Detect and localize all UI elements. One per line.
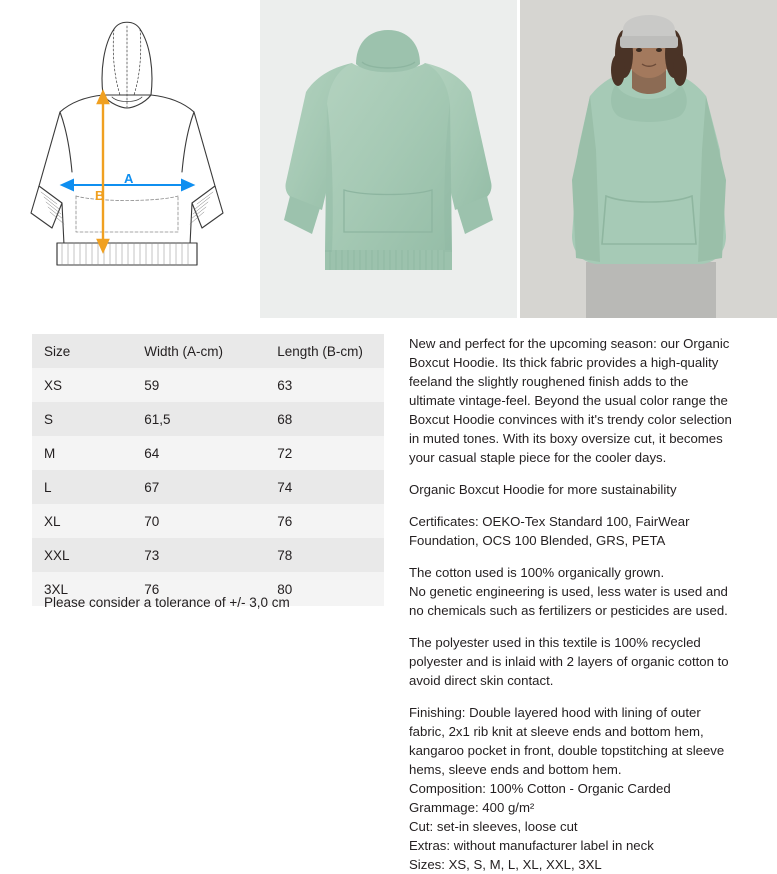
model-photo-panel <box>520 0 777 318</box>
cell-width: 59 <box>144 377 160 393</box>
cell-length: 80 <box>277 581 293 597</box>
technical-drawing <box>0 0 257 318</box>
cell-width: 67 <box>144 479 160 495</box>
length-dimension-label: B <box>95 188 105 203</box>
hoodie-line-art-icon <box>0 0 257 318</box>
cell-width: 73 <box>144 547 160 563</box>
size-chart-table <box>32 334 384 606</box>
cell-size: XXL <box>44 547 70 563</box>
cell-size: XL <box>44 513 61 529</box>
column-header-length: Length (B-cm) <box>277 343 363 359</box>
cell-size: L <box>44 479 52 495</box>
description-cut: Cut: set-in sleeves, loose cut <box>409 819 578 834</box>
description-grammage: Grammage: 400 g/m² <box>409 800 535 815</box>
description-cotton-line-2: No genetic engineering is used, less water is used and no chemicals such as fertilizers or pesticides are used. <box>409 584 728 618</box>
width-dimension-label: A <box>124 171 134 186</box>
cell-size: 3XL <box>44 581 69 597</box>
description-composition: Composition: 100% Cotton - Organic Carded <box>409 781 671 796</box>
table-row <box>32 470 384 504</box>
description-certificates: Certificates: OEKO-Tex Standard 100, FairWear Foundation, OCS 100 Blended, GRS, PETA <box>409 514 690 548</box>
description-finishing: Finishing: Double layered hood with lining of outer fabric, 2x1 rib knit at sleeve ends and bottom hem, kangaroo pocket in front, double topstitching at sleeve hems, sleeve ends and bottom hem. <box>409 705 725 777</box>
description-sizes: Sizes: XS, S, M, L, XL, XXL, 3XL <box>409 857 602 872</box>
table-row <box>32 538 384 572</box>
cell-length: 76 <box>277 513 293 529</box>
description-intro: New and perfect for the upcoming season: our Organic Boxcut Hoodie. Its thick fabric provides a high-quality feeland the slightly roughened finish adds to the ultimate vintage-feel. Beyond the usual color range the Boxcut Hoodie convinces with it's trendy color selection in muted tones. With its boxy oversize cut, it becomes your casual staple piece for the cooler days. <box>409 336 732 465</box>
cell-width: 64 <box>144 445 160 461</box>
description-sustainability: Organic Boxcut Hoodie for more sustainability <box>409 482 677 497</box>
cell-width: 70 <box>144 513 160 529</box>
description-extras: Extras: without manufacturer label in neck <box>409 838 654 853</box>
model-wearing-hoodie-icon <box>520 0 777 318</box>
table-header-row <box>32 334 384 368</box>
cell-length: 72 <box>277 445 293 461</box>
cell-width: 61,5 <box>144 411 171 427</box>
cell-size: S <box>44 411 54 427</box>
product-image-strip <box>0 0 777 318</box>
description-polyester: The polyester used in this textile is 100% recycled polyester and is inlaid with 2 layers of organic cotton to avoid direct skin contact. <box>409 635 729 688</box>
hoodie-flat-illustration-icon <box>260 0 517 318</box>
tolerance-note: Please consider a tolerance of +/- 3,0 cm <box>44 595 290 610</box>
cell-length: 63 <box>277 377 293 393</box>
cell-length: 74 <box>277 479 293 495</box>
technical-drawing-panel <box>0 0 257 318</box>
description-cotton-line-1: The cotton used is 100% organically grown. <box>409 565 665 580</box>
table-row <box>32 368 384 402</box>
cell-width: 76 <box>144 581 160 597</box>
flat-product-photo-panel <box>260 0 517 318</box>
product-description <box>409 334 735 874</box>
flat-product-photo <box>260 0 517 318</box>
table-row <box>32 504 384 538</box>
cell-length: 78 <box>277 547 293 563</box>
table-row <box>32 402 384 436</box>
model-photo <box>520 0 777 318</box>
column-header-width: Width (A-cm) <box>144 343 224 359</box>
column-header-size: Size <box>44 343 71 359</box>
cell-size: XS <box>44 377 63 393</box>
cell-length: 68 <box>277 411 293 427</box>
cell-size: M <box>44 445 56 461</box>
table-row <box>32 436 384 470</box>
